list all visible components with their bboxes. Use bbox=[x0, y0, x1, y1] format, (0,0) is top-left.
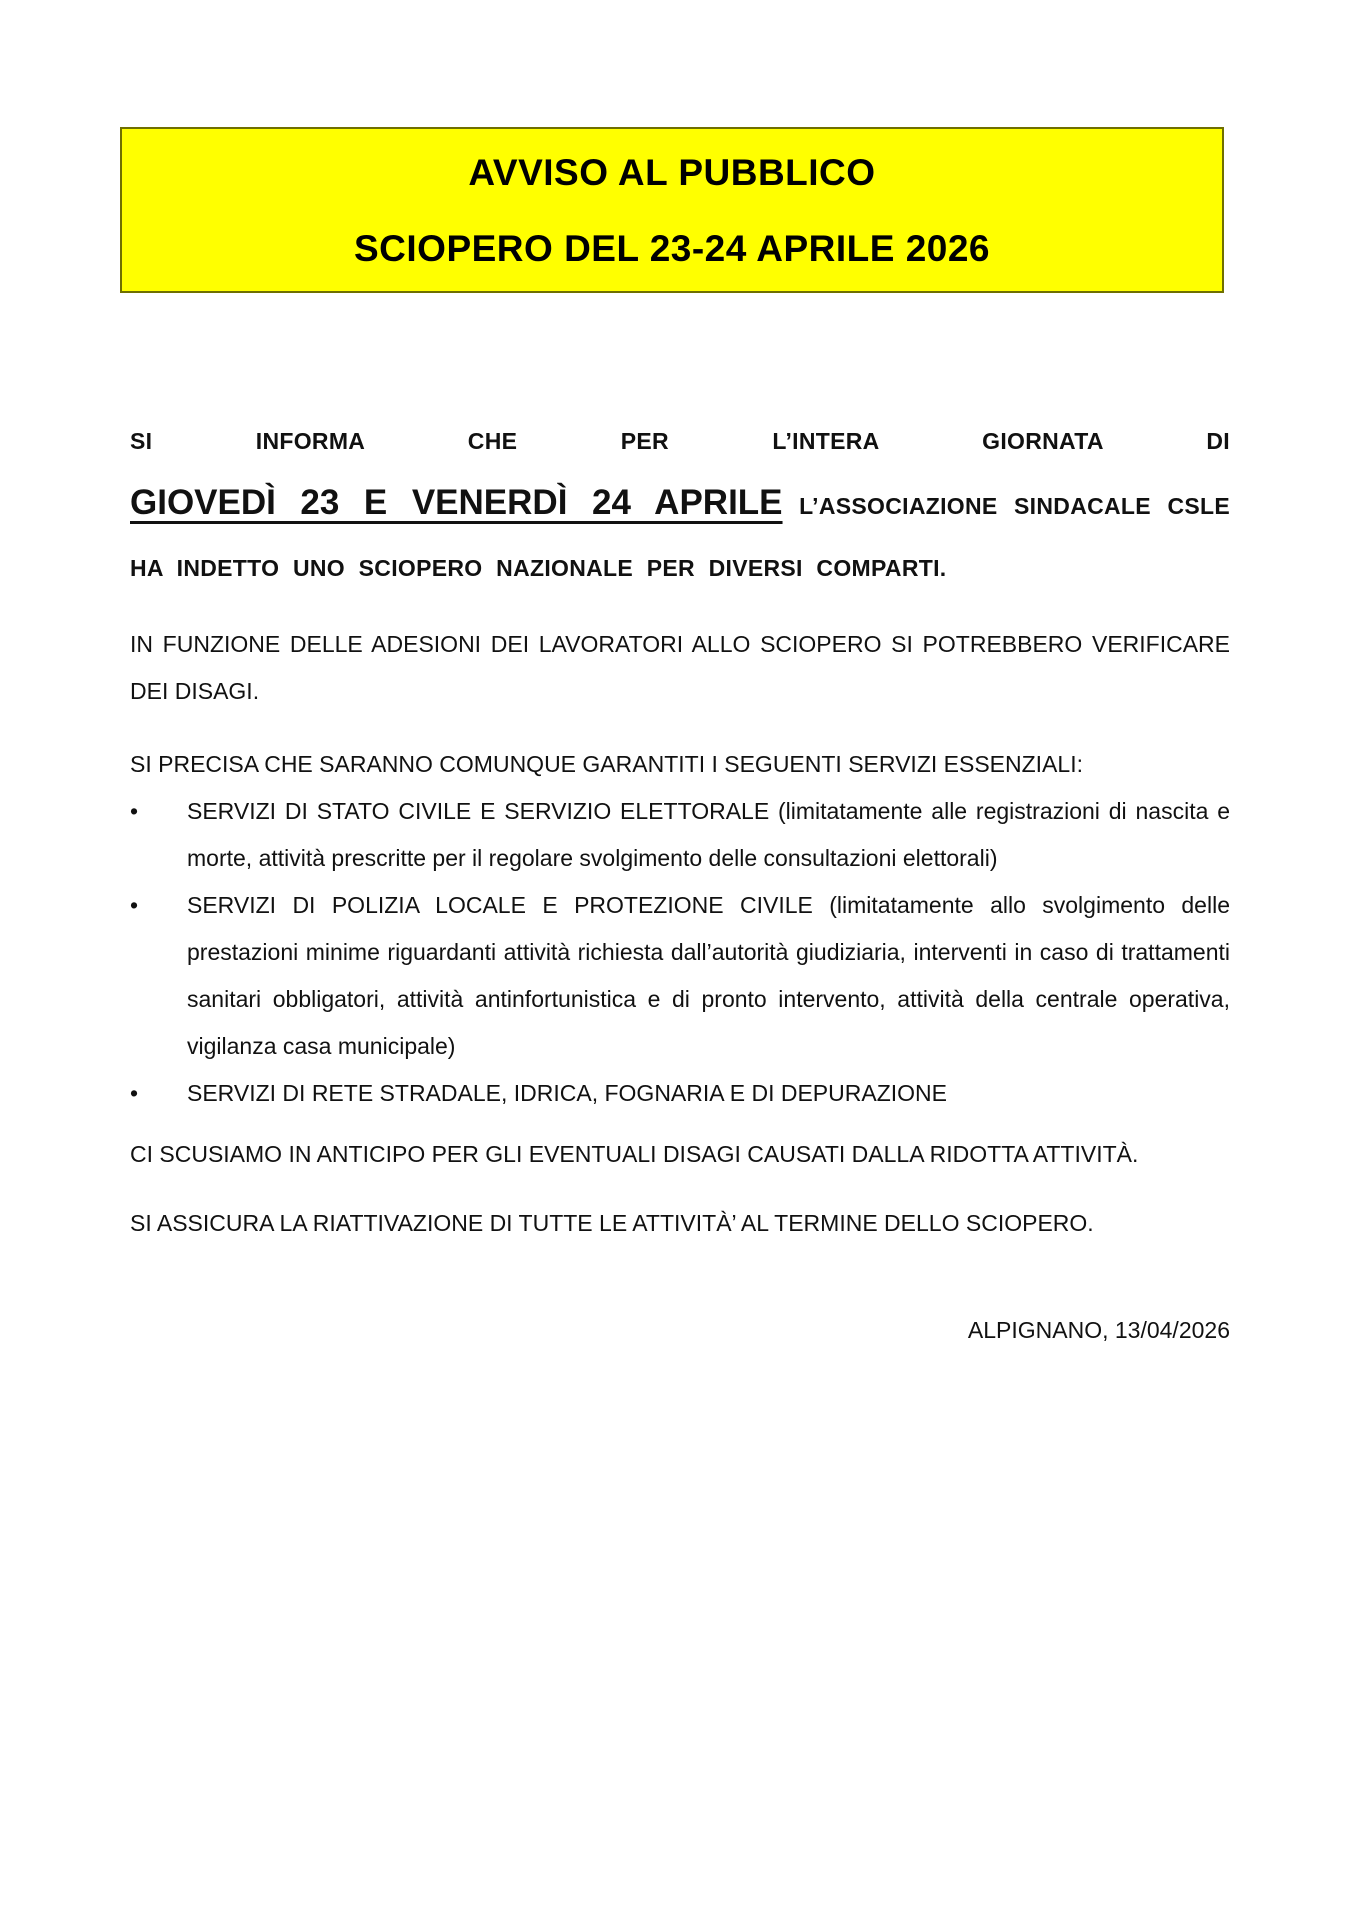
service-item bbox=[130, 882, 1230, 1070]
bullet-icon: • bbox=[130, 1080, 139, 1106]
service-item bbox=[130, 788, 1230, 882]
paragraph-servizi-essenziali: SI PRECISA CHE SARANNO COMUNQUE GARANTITI I SEGUENTI SERVIZI ESSENZIALI: bbox=[130, 751, 1083, 777]
bullet-icon: • bbox=[130, 798, 139, 824]
notice-banner bbox=[120, 127, 1224, 293]
intro-paragraph bbox=[130, 410, 1230, 599]
paragraph-riattivazione: SI ASSICURA LA RIATTIVAZIONE DI TUTTE LE ATTIVITÀ’ AL TERMINE DELLO SCIOPERO. bbox=[130, 1210, 1094, 1236]
intro-rest-text: L’ASSOCIAZIONE SINDACALE CSLE HA INDETTO UNO SCIOPERO NAZIONALE PER DIVERSI COMPARTI. bbox=[130, 493, 1230, 581]
place-and-date: ALPIGNANO, 13/04/2026 bbox=[967, 1317, 1230, 1343]
notice-body bbox=[130, 410, 1230, 1354]
bullet-icon: • bbox=[130, 892, 139, 918]
paragraph-scuse: CI SCUSIAMO IN ANTICIPO PER GLI EVENTUALI DISAGI CAUSATI DALLA RIDOTTA ATTIVITÀ. bbox=[130, 1141, 1139, 1167]
service-item-text: SERVIZI DI RETE STRADALE, IDRICA, FOGNARIA E DI DEPURAZIONE bbox=[187, 1080, 947, 1106]
paragraph-disagi: IN FUNZIONE DELLE ADESIONI DEI LAVORATORI ALLO SCIOPERO SI POTREBBERO VERIFICARE DEI DISAGI. bbox=[130, 631, 1230, 704]
service-item bbox=[130, 1070, 1230, 1117]
intro-lead-text: SI INFORMA CHE PER L’INTERA GIORNATA DI bbox=[130, 428, 1230, 454]
banner-subtitle: SCIOPERO DEL 23-24 APRILE 2026 bbox=[353, 228, 990, 269]
services-list bbox=[130, 788, 1230, 1117]
banner-title: AVVISO AL PUBBLICO bbox=[468, 152, 876, 193]
service-item-text: SERVIZI DI STATO CIVILE E SERVIZIO ELETTORALE (limitatamente alle registrazioni di nascita e morte, attività prescritte per il regolare svolgimento delle consultazioni elettorali) bbox=[187, 798, 1230, 871]
strike-days-text: GIOVEDÌ 23 E VENERDÌ 24 APRILE bbox=[130, 483, 783, 522]
service-item-text: SERVIZI DI POLIZIA LOCALE E PROTEZIONE CIVILE (limitatamente allo svolgimento delle prestazioni minime riguardanti attività richiesta dall’autorità giudiziaria, interventi in caso di trattamenti sanitari obbligatori, attività antinfortunistica e di pronto intervento, attività della centrale operativa, vigilanza casa municipale) bbox=[187, 892, 1230, 1059]
